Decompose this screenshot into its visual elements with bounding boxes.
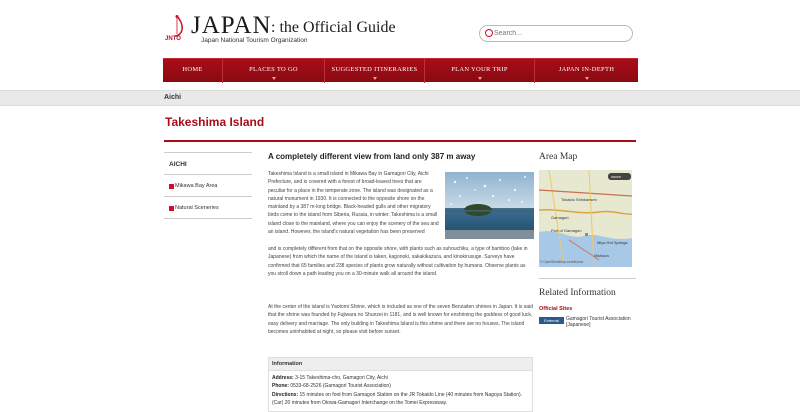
phone-value: 0533-68-2526 (Gamagori Tourist Association) xyxy=(288,383,391,390)
directions-value: 15 minutes on foot from Gamagori Station on the JR Tokaido Line (40 minutes from Nagoya Station). (Car) 20 minutes from Otowa-Gamagori Interchange on the Tomei Expressway. xyxy=(272,391,523,406)
jnto-label: JNTO xyxy=(165,36,181,42)
area-map-heading: Area Map xyxy=(539,152,578,162)
nav-plan-label: PLAN YOUR TRIP xyxy=(451,66,508,73)
left-sidebar xyxy=(164,152,252,219)
nav-itineraries-label: SUGGESTED ITINERARIES xyxy=(331,66,418,73)
search-icon[interactable] xyxy=(485,29,493,37)
article-paragraph-2: At the center of the island is Yaotomi Shrine, which is included as one of the seven Benzaiten shrines in Japan. It is said that the shrine was founded by Fujiwara no Shunzei in 1181, and is well known for enshrining the goddess of good luck, easy delivery and marriage. The only building in Takeshima Island is this shrine and there are no houses. The island becomes uninhabited at night, so please visit before sunset. xyxy=(268,304,533,335)
nav-japan-in-depth[interactable] xyxy=(535,59,638,83)
map-label: Port of Gamagori xyxy=(551,228,582,233)
sidebar-item-label: Mikawa Bay Area xyxy=(175,183,218,189)
right-column xyxy=(539,152,636,328)
sidebar-item-label: Natural Sceneries xyxy=(175,205,219,211)
article-paragraph-1-cont: and is completely different from that on the opposite shore, with plants such as suhouchiku, a type of bamboo (take in Japanese) from which the name of the island is taken, kagonoki, sakakikazura, and kinokirusuge. Surveys have confirmed that 65 families and 238 species of plants grow naturally without cultivation by humans. Observe plants as you stroll down a path leading you on a 30-minute walk all around the island. xyxy=(268,246,528,277)
information-heading: Information xyxy=(269,358,532,371)
bullet-icon xyxy=(169,184,174,189)
nav-depth-label: JAPAN IN-DEPTH xyxy=(558,66,615,73)
site-header xyxy=(0,0,800,58)
sidebar-heading: AICHI xyxy=(164,152,252,175)
official-sites-label: Official Sites xyxy=(539,306,573,312)
main-content xyxy=(268,152,533,406)
breadcrumb[interactable]: Aichi xyxy=(164,94,182,101)
bullet-icon xyxy=(169,206,174,211)
nav-home-label: HOME xyxy=(182,66,203,73)
map-label: Gamagori xyxy=(551,215,569,220)
info-directions xyxy=(272,391,532,408)
sidebar-item-mikawa-bay[interactable] xyxy=(164,175,252,197)
related-link-gamagori[interactable]: Gamagori Tourist Association [Japanese] xyxy=(566,316,631,328)
map-label: Miya Hot Springs xyxy=(597,240,628,245)
info-phone xyxy=(272,382,532,390)
article-headline: A completely different view from land only 387 m away xyxy=(268,152,476,161)
info-address xyxy=(272,374,532,382)
related-information-heading: Related Information xyxy=(539,288,616,298)
island-photo xyxy=(445,172,534,239)
logo-organization: Japan National Tourism Organization xyxy=(201,37,308,44)
information-box xyxy=(268,357,533,412)
sidebar-item-natural-sceneries[interactable] xyxy=(164,197,252,219)
logo-tagline: : the Official Guide xyxy=(271,19,396,36)
dropdown-arrow-icon xyxy=(373,77,377,80)
search-input[interactable] xyxy=(494,27,628,40)
information-body xyxy=(269,371,532,407)
map-credit: © OpenStreetMap contributors xyxy=(540,260,584,264)
title-divider xyxy=(164,140,636,142)
nav-plan-your-trip[interactable] xyxy=(425,59,535,83)
main-nav xyxy=(163,58,638,82)
page-title: Takeshima Island xyxy=(165,115,265,129)
dropdown-arrow-icon xyxy=(272,77,276,80)
dropdown-arrow-icon xyxy=(585,77,589,80)
nav-places-label: PLACES TO GO xyxy=(249,66,298,73)
map-label: Tokaido Shinkansen xyxy=(561,197,597,202)
dropdown-arrow-icon xyxy=(478,77,482,80)
map-label: Nishiura xyxy=(594,253,609,258)
area-map[interactable] xyxy=(539,170,632,267)
nav-places-to-go[interactable] xyxy=(223,59,325,83)
nav-home[interactable] xyxy=(163,59,223,83)
nav-suggested-itineraries[interactable] xyxy=(325,59,425,83)
address-value: 3-15 Takeshima-cho, Gamagori City, Aichi xyxy=(293,375,388,381)
article-paragraph-1: Takeshima Island is a small island in Mikawa Bay in Gamagori City, Aichi Prefecture, and is covered with a forest of broad-leaved trees that are peculiar for a place in the temperate zone. The island was designated as a natural monument in 1930. It is connected to the opposite shore on the mainland by a 387 m-long bridge. Black-headed gulls and other migratory birds come to the island from Siberia, Russia, in winter. Takeshima is a small island close to the mainland, where you can enjoy the scenery of the sea and an island. However, the island's natural vegetation has been preserved xyxy=(268,171,439,236)
external-badge: External xyxy=(539,317,564,324)
address-label: Address: xyxy=(272,375,294,381)
related-divider xyxy=(539,278,636,279)
phone-label: Phone: xyxy=(272,383,289,390)
directions-label: Directions: xyxy=(272,391,299,398)
logo-japan[interactable]: JAPAN xyxy=(191,12,272,39)
map-zoom-control[interactable]: zoom xyxy=(608,173,631,180)
breadcrumb-bar xyxy=(0,90,800,106)
search-box xyxy=(479,25,633,42)
